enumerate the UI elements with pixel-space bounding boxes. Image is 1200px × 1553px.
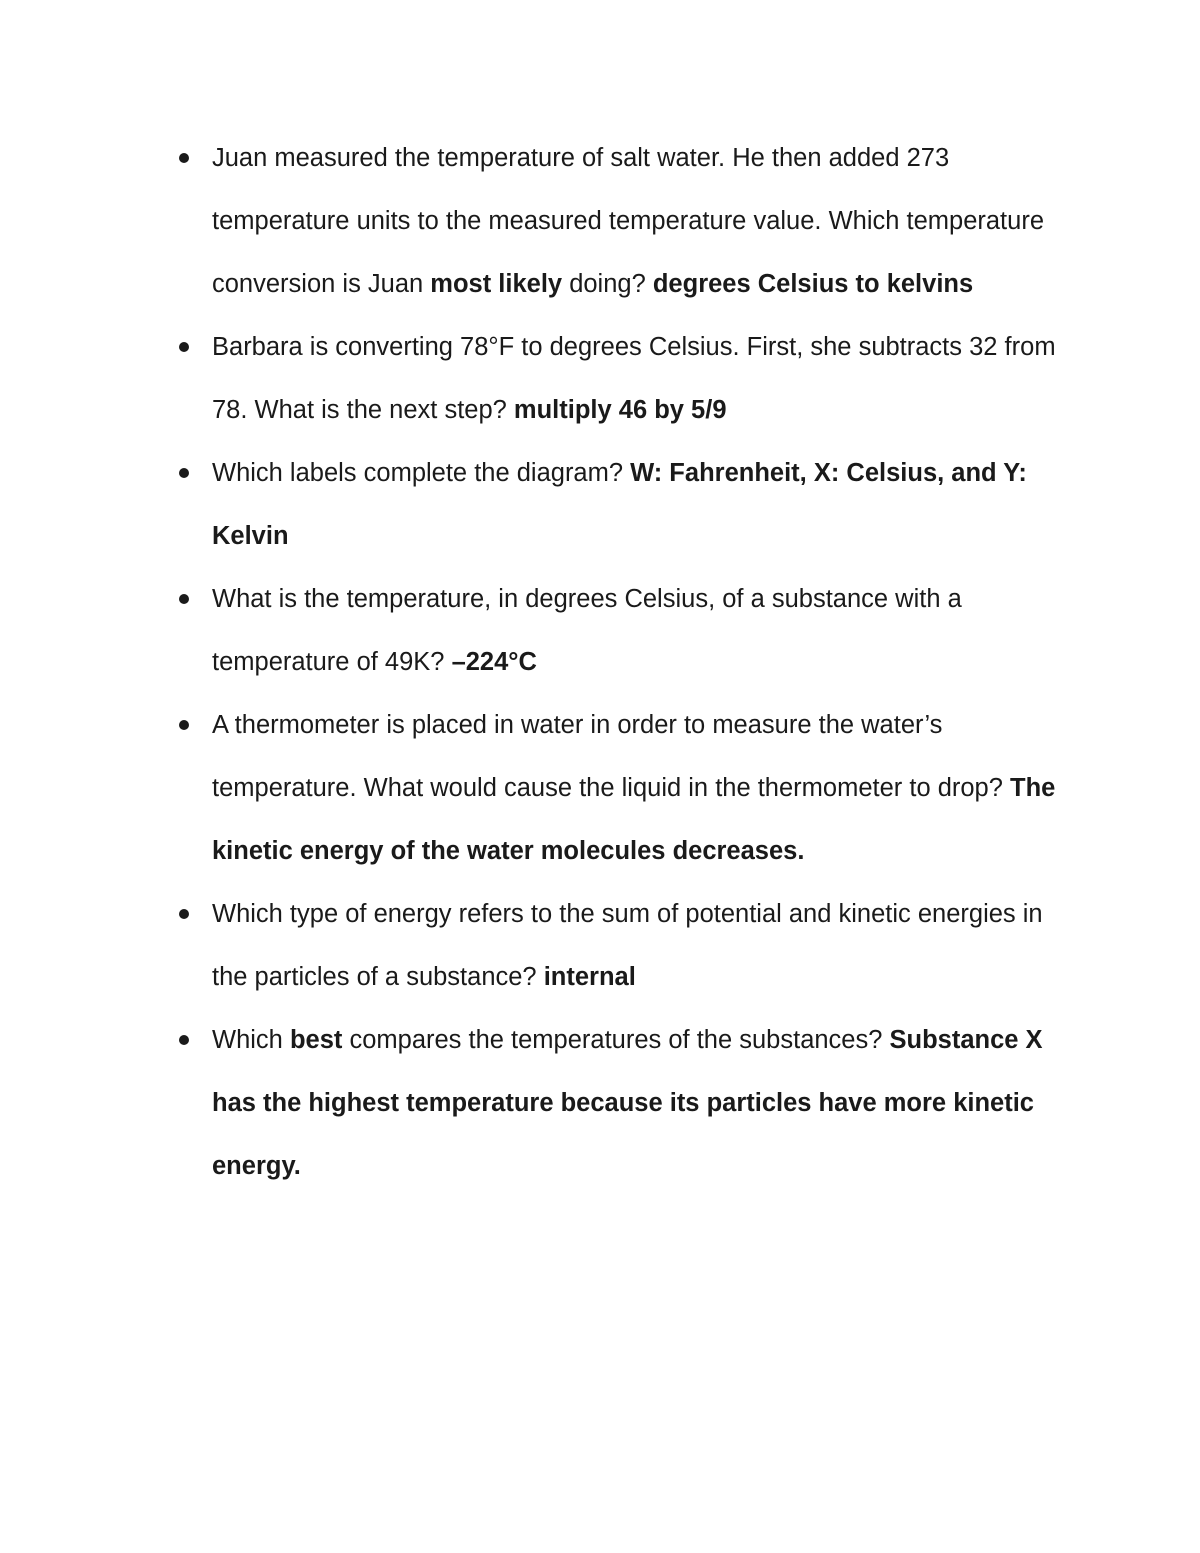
question-text: A thermometer is placed in water in order to measure the water’s temperature. What would cause the liquid in the thermometer to drop? <box>212 711 1011 802</box>
list-item <box>0 316 1072 442</box>
question-text: Barbara is converting 78°F to degrees Celsius. First, she subtracts 32 from 78. What is the next step? <box>212 333 1056 424</box>
question-text: Which labels complete the diagram? <box>212 459 631 487</box>
answer-text: –224°C <box>451 648 537 676</box>
emphasis-text: most likely <box>430 270 563 298</box>
question-text: What is the temperature, in degrees Celsius, of a substance with a temperature of 49K? <box>212 585 962 676</box>
answer-text: The kinetic energy of the water molecules decreases. <box>212 774 1056 865</box>
list-item <box>0 1009 1072 1198</box>
bullet-icon <box>179 720 189 730</box>
list-item <box>0 127 1072 316</box>
bullet-icon <box>179 909 189 919</box>
bullet-icon <box>179 153 189 163</box>
question-text: Which <box>212 1026 290 1054</box>
bullet-icon <box>179 342 189 352</box>
list-item <box>0 568 1072 694</box>
question-text: doing? <box>562 270 653 298</box>
question-text: Juan measured the temperature of salt water. He then added 273 temperature units to the measured temperature value. Which temperature conversion is Juan <box>212 144 1044 298</box>
question-text: compares the temperatures of the substances? <box>342 1026 890 1054</box>
answer-text: multiply 46 by 5/9 <box>513 396 727 424</box>
question-answer-list <box>0 127 1200 1198</box>
bullet-icon <box>179 468 189 478</box>
answer-text: W: Fahrenheit, X: Celsius, and Y: Kelvin <box>212 459 1027 550</box>
answer-text: Substance X has the highest temperature because its particles have more kinetic energy. <box>212 1026 1043 1180</box>
list-item <box>0 694 1072 883</box>
list-item <box>0 883 1072 1009</box>
emphasis-text: best <box>289 1026 343 1054</box>
bullet-icon <box>179 594 189 604</box>
bullet-icon <box>179 1035 189 1045</box>
answer-text: degrees Celsius to kelvins <box>652 270 974 298</box>
question-text: Which type of energy refers to the sum of potential and kinetic energies in the particles of a substance? <box>212 900 1043 991</box>
list-item <box>0 442 1072 568</box>
answer-text: internal <box>543 963 636 991</box>
